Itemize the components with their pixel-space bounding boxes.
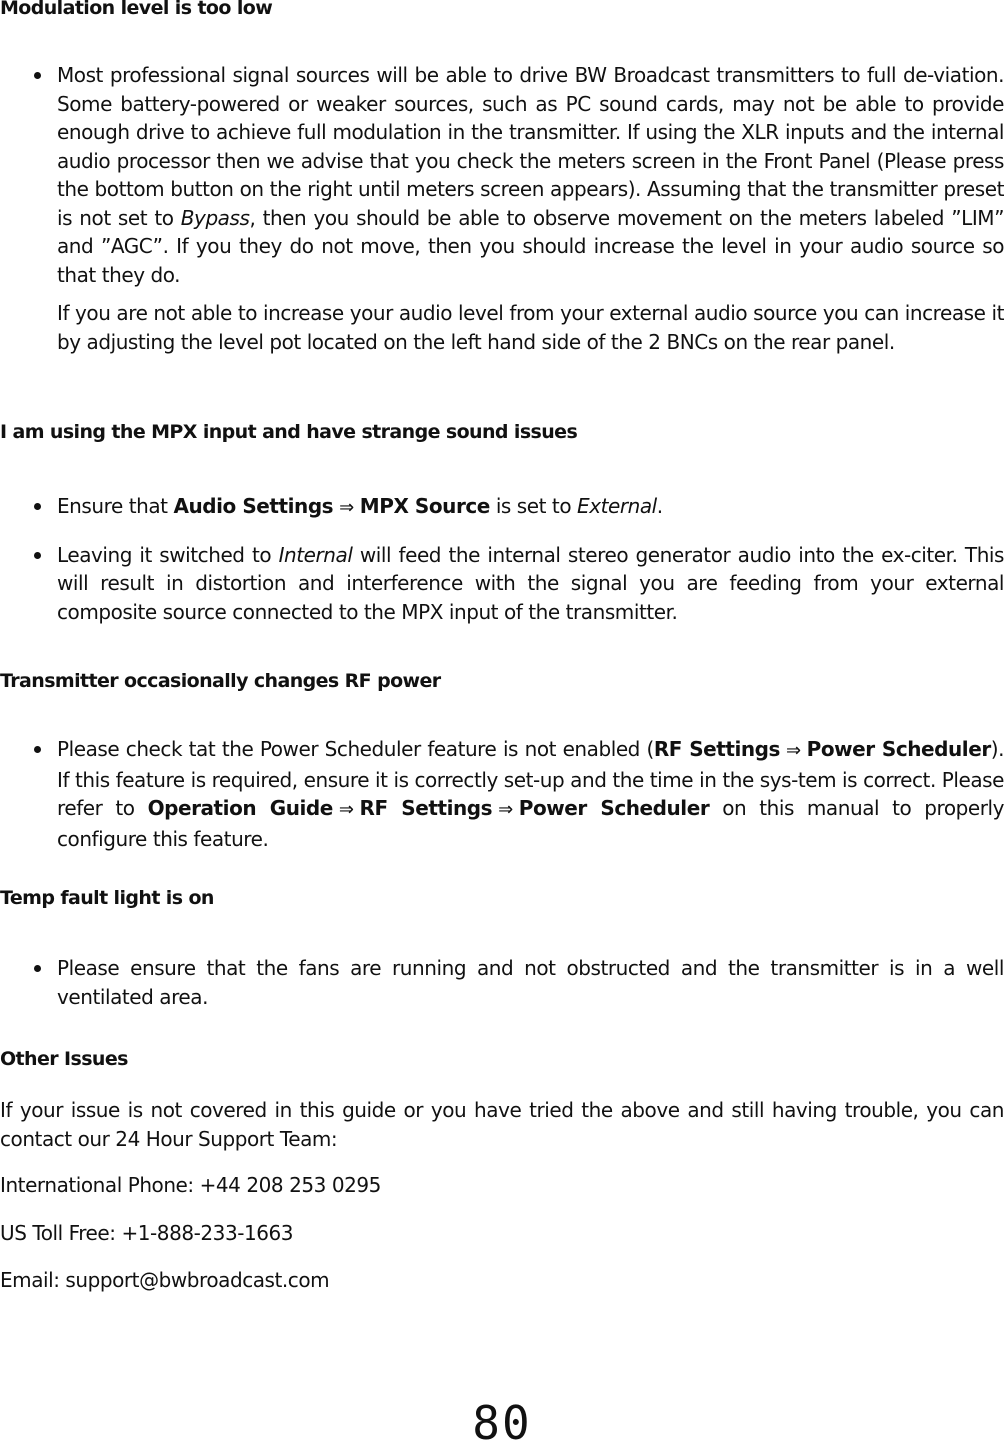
mpx-bullet-1: Ensure that Audio Settings ⇒ MPX Source is set to External. (57, 494, 663, 518)
support-email: Email: support@bwbroadcast.com (0, 1268, 330, 1292)
rf-power-list (0, 735, 1004, 865)
mpx-bullet-2: Leaving it switched to Internal will feed the internal stereo generator audio into the ex-citer. This will result in distortion and interference with the signal you are feeding from your external composite source connected to the MPX input of the transmitter. (57, 542, 1004, 624)
heading-modulation: Modulation level is too low (0, 0, 273, 19)
rf-power-bullet-1: Please check tat the Power Scheduler feature is not enabled (RF Settings ⇒ Power Scheduler). If this feature is required, ensure it is correctly set-up and the time in the sys-tem is correct. Please refer to Operation Guide ⇒ RF Settings ⇒ Power Scheduler on this manual to properly configure this feature. (57, 737, 1004, 851)
international-phone: International Phone: +44 208 253 0295 (0, 1173, 381, 1197)
bullet-icon (34, 503, 41, 510)
bullet-icon (34, 72, 41, 79)
heading-rf-power: Transmitter occasionally changes RF power (0, 670, 441, 692)
modulation-paragraph-1: Most professional signal sources will be able to drive BW Broadcast transmitters to full de-viation. Some battery-powered or weaker sources, such as PC sound cards, may not be able to provide enough drive to achieve full modulation in the transmitter. If using the XLR inputs and the internal audio processor then we advise that you check the meters screen in the Front Panel (Please press the bottom button on the right until meters screen appears). Assuming that the transmitter preset is not set to Bypass, then you should be able to observe movement on the meters labeled ”LIM” and ”AGC”. If you they do not move, then you should increase the level in your audio source so that they do. (57, 63, 1004, 287)
us-toll-free-phone: US Toll Free: +1-888-233-1663 (0, 1221, 294, 1245)
temp-bullet-1: Please ensure that the fans are running and not obstructed and the transmitter is in a well ventilated area. (57, 956, 1004, 1009)
heading-temp-fault: Temp fault light is on (0, 887, 214, 909)
arrow-icon: ⇒ (338, 799, 354, 820)
arrow-icon: ⇒ (498, 799, 513, 820)
list-item (0, 541, 1004, 627)
list-item (0, 954, 1004, 1011)
list-item (0, 492, 1004, 523)
menu-path-mpx-source: MPX Source (359, 494, 490, 518)
modulation-paragraph-2: If you are not able to increase your audio level from your external audio source you can increase it by adjusting the level pot located on the left hand side of the 2 BNCs on the rear panel. (57, 301, 1004, 354)
arrow-icon: ⇒ (339, 497, 354, 518)
bullet-icon (34, 552, 41, 559)
menu-path-audio-settings: Audio Settings (173, 494, 334, 518)
heading-mpx: I am using the MPX input and have strange sound issues (0, 421, 578, 443)
list-item (0, 61, 1004, 356)
other-issues-paragraph: If your issue is not covered in this guide or you have tried the above and still having trouble, you can contact our 24 Hour Support Team: (0, 1098, 1004, 1151)
list-item (0, 735, 1004, 853)
heading-other-issues: Other Issues (0, 1048, 128, 1070)
page-number: 80 (472, 1396, 532, 1450)
modulation-list (0, 61, 1004, 368)
temp-list (0, 954, 1004, 1023)
bullet-icon (34, 746, 41, 753)
mpx-list (0, 492, 1004, 638)
bullet-icon (34, 965, 41, 972)
arrow-icon: ⇒ (786, 740, 801, 761)
